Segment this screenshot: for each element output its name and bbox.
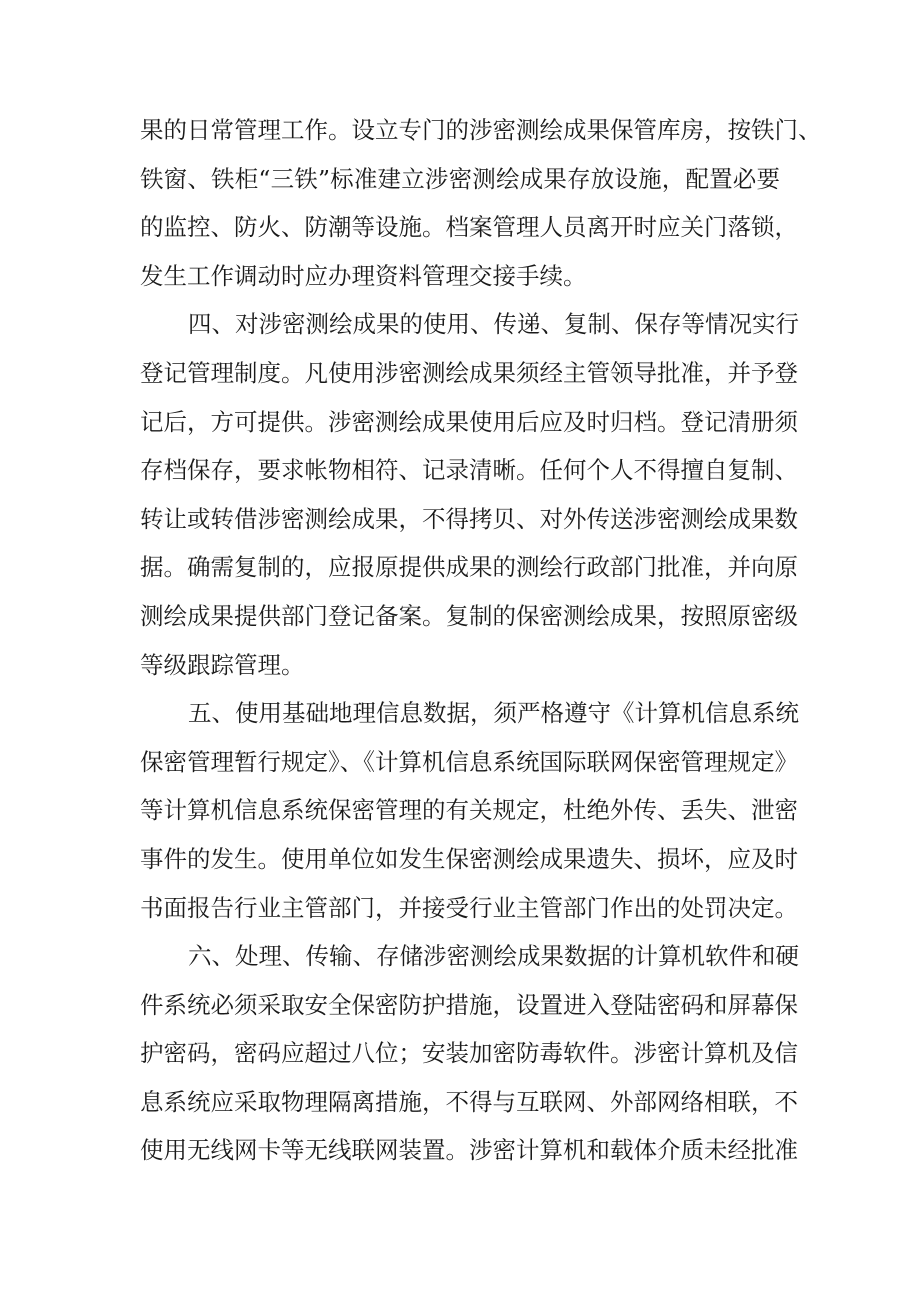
text-line: 果的日常管理工作。设立专门的涉密测绘成果保管库房，按铁门、: [140, 116, 822, 144]
text-line: 记后，方可提供。涉密测绘成果使用后应及时归档。登记清册须: [140, 407, 798, 436]
text-line: 转让或转借涉密测绘成果，不得拷贝、对外传送涉密测绘成果数: [140, 504, 798, 533]
text-line: 发生工作调动时应办理资料管理交接手续。: [140, 261, 587, 290]
text-line: 五、使用基础地理信息数据，须严格遵守《计算机信息系统: [188, 699, 799, 728]
text-line: 护密码，密码应超过八位；安装加密防毒软件。涉密计算机及信: [140, 1039, 798, 1068]
text-line: 件系统必须采取安全保密防护措施，设置进入登陆密码和屏幕保: [140, 990, 798, 1019]
paragraph-item-six: [0, 932, 920, 1175]
text-line: 保密管理暂行规定》、《计算机信息系统国际联网保密管理规定》: [140, 747, 798, 776]
text-line: 测绘成果提供部门登记备案。复制的保密测绘成果，按照原密级: [140, 601, 798, 630]
paragraph-item-five: [0, 689, 920, 932]
text-line: 等级跟踪管理。: [140, 650, 305, 679]
text-line: 的监控、防火、防潮等设施。档案管理人员离开时应关门落锁，: [140, 213, 798, 242]
text-line: 存档保存，要求帐物相符、记录清晰。任何个人不得擅自复制、: [140, 456, 798, 485]
text-line: 使用无线网卡等无线联网装置。涉密计算机和载体介质未经批准: [140, 1136, 798, 1165]
text-line: 铁窗、铁柜“三铁”标准建立涉密测绘成果存放设施，配置必要: [140, 164, 780, 193]
text-line: 六、处理、传输、存储涉密测绘成果数据的计算机软件和硬: [188, 942, 799, 971]
text-line: 据。确需复制的，应报原提供成果的测绘行政部门批准，并向原: [140, 553, 798, 582]
text-line: 书面报告行业主管部门，并接受行业主管部门作出的处罚决定。: [140, 893, 798, 922]
text-line: 事件的发生。使用单位如发生保密测绘成果遗失、损坏，应及时: [140, 844, 798, 873]
paragraph-storage-facilities: [0, 106, 920, 300]
text-line: 息系统应采取物理隔离措施，不得与互联网、外部网络相联，不: [140, 1087, 798, 1116]
text-line: 等计算机信息系统保密管理的有关规定，杜绝外传、丢失、泄密: [140, 796, 798, 825]
paragraph-item-four: [0, 300, 920, 689]
text-line: 登记管理制度。凡使用涉密测绘成果须经主管领导批准，并予登: [140, 358, 798, 387]
text-line: 四、对涉密测绘成果的使用、传递、复制、保存等情况实行: [188, 310, 799, 339]
